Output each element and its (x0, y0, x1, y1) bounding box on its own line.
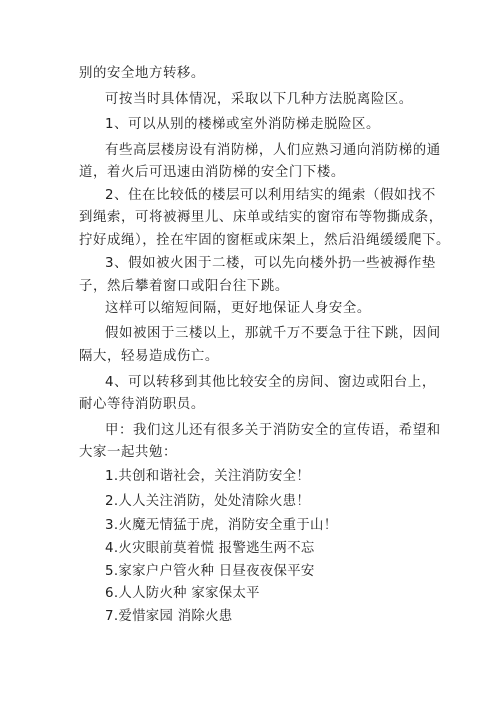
text-line: 这样可以缩短间隔，更好地保证人身安全。 (105, 301, 371, 316)
slogan-item: 1.共创和谐社会，关注消防安全！ (105, 469, 311, 484)
text-line: 假如被困于三楼以上，那就千万不要急于往下跳，因间 (105, 326, 441, 341)
text-line: 有些高层楼房设有消防梯，人们应熟习通向消防梯的通 (105, 143, 441, 158)
slogan-item: 5.家家户户管火种 日昼夜夜保平安 (105, 564, 315, 579)
text-line: 3、假如被火困于二楼，可以先向楼外扔一些被褥作垫 (105, 256, 436, 271)
text-line: 隔大，轻易造成伤亡。 (79, 349, 219, 364)
text-line: 2、住在比较低的楼层可以利用结实的绳索（假如找不 (105, 188, 436, 203)
text-line: 可按当时具体情况，采取以下几种方法脱离险区。 (105, 92, 413, 107)
text-line: 耐心等待消防职员。 (79, 397, 205, 412)
slogan-item: 4.火灾眼前莫着慌 报警逃生两不忘 (105, 541, 315, 556)
slogan-item: 2.人人关注消防，处处清除火患！ (105, 494, 311, 509)
text-line: 别的安全地方转移。 (79, 66, 205, 81)
text-line: 4、可以转移到其他比较安全的房间、窗边或阳台上， (105, 375, 436, 390)
text-line: 1、可以从别的楼梯或室外消防梯走脱险区。 (105, 117, 380, 132)
text-line: 道，着火后可迅速由消防梯的安全门下楼。 (79, 165, 345, 180)
text-line: 大家一起共勉： (79, 445, 177, 460)
slogan-item: 7.爱惜家园 消除火患 (105, 609, 233, 624)
slogan-item: 6.人人防火种 家家保太平 (105, 586, 260, 601)
text-line: 子，然后攀着窗口或阳台往下跳。 (79, 279, 289, 294)
slogan-item: 3.火魔无情猛于虎，消防安全重于山！ (105, 518, 338, 533)
text-line: 拧好成绳），拴在牢固的窗框或床架上，然后沿绳缓缓爬下。 (79, 233, 451, 248)
text-line: 到绳索，可将被褥里儿、床单或结实的窗帘布等物撕成条， (79, 210, 443, 225)
text-line: 甲：我们这儿还有很多关于消防安全的宣传语，希望和 (105, 423, 441, 438)
